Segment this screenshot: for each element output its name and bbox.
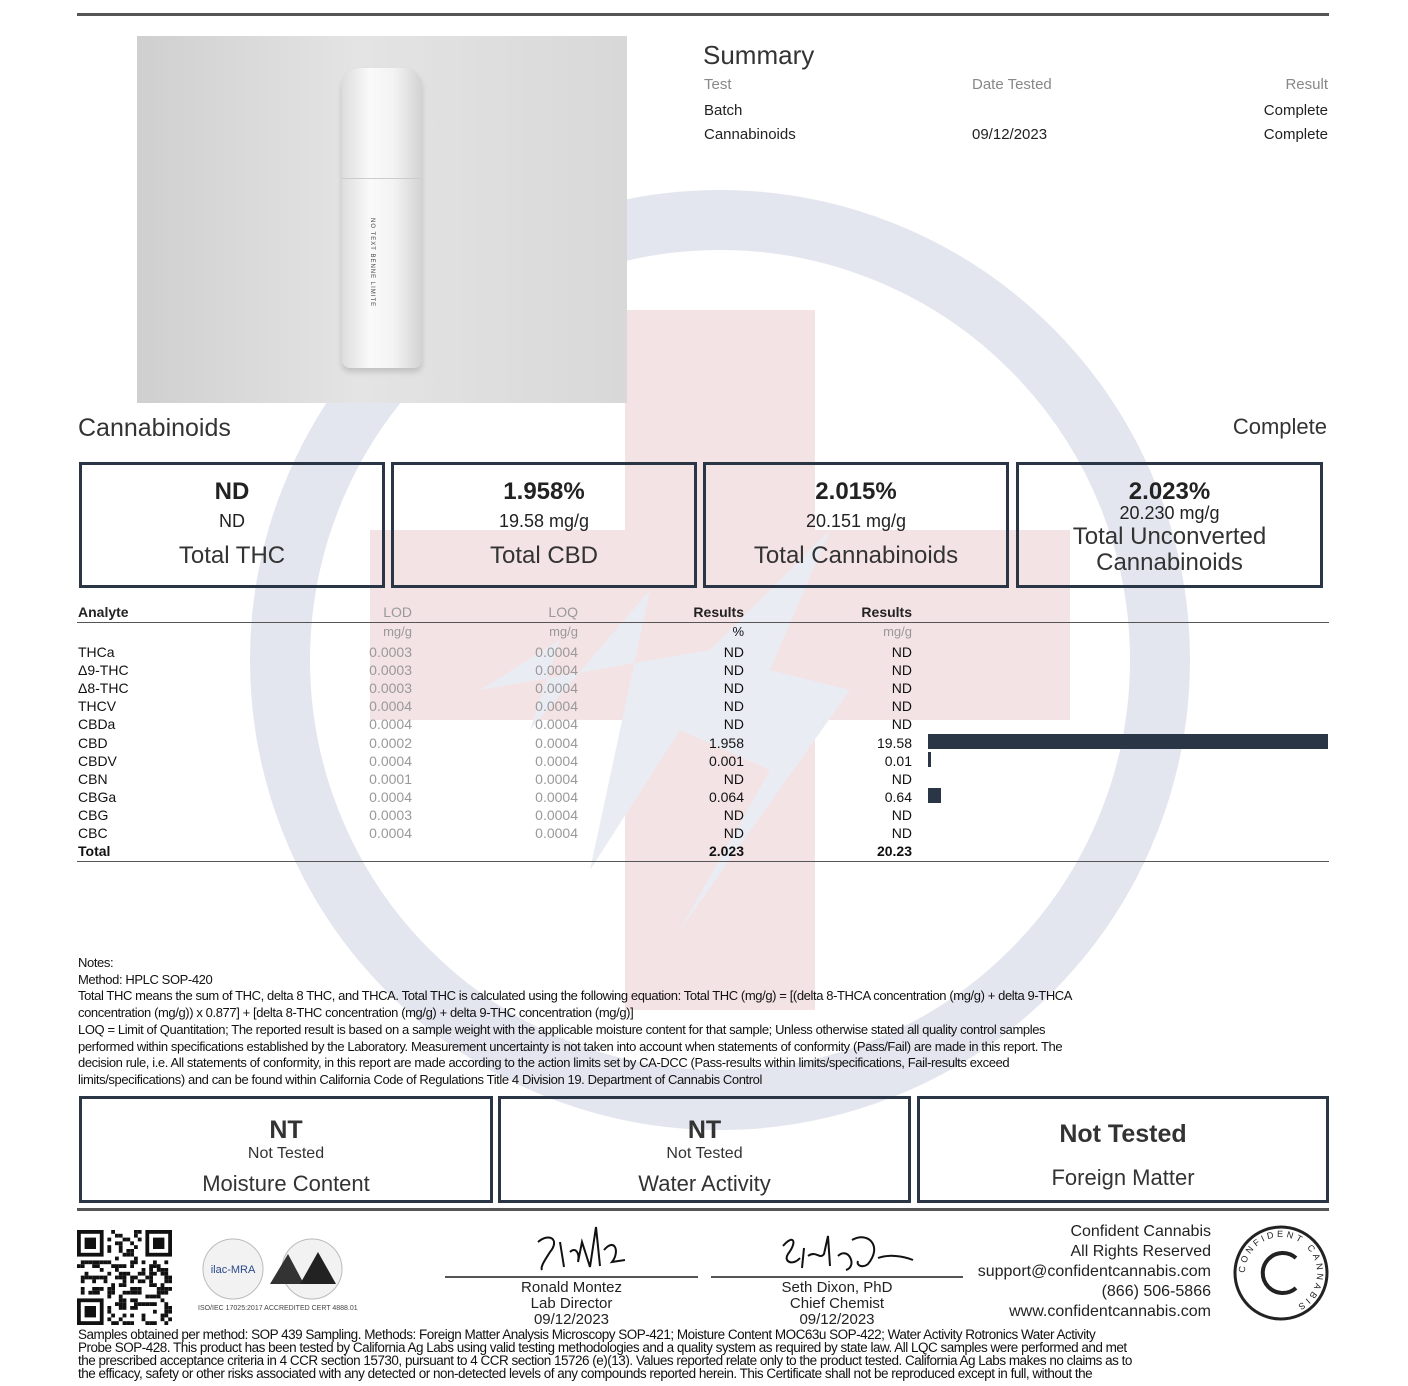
analyte-cell: CBN <box>78 771 108 787</box>
water-activity-box <box>498 1096 911 1203</box>
box-sub: ND <box>219 511 245 531</box>
result-mg-cell: 20.23 <box>876 843 912 859</box>
test-label: Foreign Matter <box>1051 1165 1195 1190</box>
website-link[interactable]: www.confidentcannabis.com <box>1009 1303 1211 1320</box>
unit-results-mg: mg/g <box>883 624 912 639</box>
summary-header-result: Result <box>1285 76 1328 93</box>
notes-line: LOQ = Limit of Quantitation; The reported result is based on a sample weight with the applicable moisture content for that sample; Unless otherwise stated all quality control samples <box>78 1021 1046 1037</box>
contact-block <box>978 1222 1211 1322</box>
notes-line: Total THC means the sum of THC, delta 8 THC, and THCA. Total THC is calculated using the following equation: Total THC (mg/g) = [(delta 8-THCA concentration (mg/g) + delta 9-THCA <box>78 988 1073 1004</box>
box-label: Total Cannabinoids <box>753 542 959 569</box>
result-mg-cell: ND <box>891 698 912 714</box>
box-label: Total Unconverted Cannabinoids <box>1072 523 1267 576</box>
company-name: Confident Cannabis <box>1070 1223 1211 1240</box>
table-row <box>78 734 938 752</box>
result-bar <box>928 788 941 803</box>
result-pct-cell: ND <box>723 771 744 787</box>
svg-text:CONFIDENT CANNABIS <box>1237 1229 1325 1313</box>
cannabinoids-title: Cannabinoids <box>78 414 231 442</box>
summary-row-date: 09/12/2023 <box>972 126 1048 143</box>
analyte-cell: Δ9-THC <box>78 662 129 678</box>
signatory-ronald <box>445 1280 698 1328</box>
result-pct-cell: ND <box>723 807 744 823</box>
test-value: NT <box>687 1116 722 1144</box>
signatory-date: 09/12/2023 <box>533 1311 610 1328</box>
signatory-seth <box>711 1280 963 1328</box>
box-value: ND <box>214 478 250 505</box>
result-pct-cell: ND <box>723 825 744 841</box>
table-row <box>78 752 938 770</box>
analyte-cell: CBG <box>78 807 109 823</box>
lod-cell: 0.0002 <box>369 735 412 751</box>
phone[interactable]: (866) 506-5866 <box>1101 1283 1211 1300</box>
table-row <box>78 697 938 715</box>
loq-cell: 0.0004 <box>535 753 578 769</box>
table-total-row <box>78 842 938 860</box>
analyte-cell: CBDa <box>78 716 116 732</box>
loq-cell: 0.0004 <box>535 789 578 805</box>
footer-top-rule <box>77 1208 1329 1211</box>
summary-header-date: Date Tested <box>972 76 1052 93</box>
test-label: Moisture Content <box>202 1171 370 1196</box>
loq-cell: 0.0004 <box>535 807 578 823</box>
box-value: 2.015% <box>815 478 897 505</box>
analyte-cell: Δ8-THC <box>78 680 129 696</box>
summary-title: Summary <box>703 40 815 70</box>
seal-text: CONFIDENT CANNABIS <box>1236 1228 1326 1314</box>
analyte-cell: THCa <box>78 644 115 660</box>
test-label: Water Activity <box>638 1171 771 1196</box>
signatory-name: Seth Dixon, PhD <box>781 1279 893 1296</box>
table-row <box>78 806 938 824</box>
result-mg-cell: ND <box>891 825 912 841</box>
test-sub: Not Tested <box>247 1145 325 1162</box>
result-pct-cell: 0.064 <box>708 789 744 805</box>
loq-cell: 0.0004 <box>535 680 578 696</box>
box-sub: 20.230 mg/g <box>1119 503 1220 523</box>
loq-cell: 0.0004 <box>535 771 578 787</box>
unit-lod: mg/g <box>383 624 412 639</box>
summary-row-result: Complete <box>1263 102 1328 119</box>
box-sub: 20.151 mg/g <box>805 511 907 531</box>
col-analyte: Analyte <box>78 604 129 620</box>
lod-cell: 0.0004 <box>369 753 412 769</box>
lod-cell: 0.0003 <box>369 644 412 660</box>
signatory-title: Lab Director <box>530 1295 613 1312</box>
result-mg-cell: ND <box>891 771 912 787</box>
accreditation-text: ISO/IEC 17025:2017 ACCREDITED CERT 4888.01 <box>198 1305 358 1312</box>
lod-cell: 0.0003 <box>369 807 412 823</box>
loq-cell: 0.0004 <box>535 644 578 660</box>
result-pct-cell: 2.023 <box>708 843 744 859</box>
result-mg-cell: 19.58 <box>876 735 912 751</box>
result-mg-cell: ND <box>891 662 912 678</box>
notes-line: decision rule, i.e. All statements of conformity, in this report are made according to the action limits set by CA-DCC (Pass-results within limits/specifications, Fail-results exceed <box>78 1055 1010 1071</box>
signature-seth <box>768 1226 918 1276</box>
table-row <box>78 824 938 842</box>
table-row <box>78 661 938 679</box>
table-bottom-rule <box>77 861 1329 862</box>
result-mg-cell: ND <box>891 716 912 732</box>
signatory-title: Chief Chemist <box>789 1295 885 1312</box>
result-mg-cell: ND <box>891 680 912 696</box>
lod-cell: 0.0004 <box>369 698 412 714</box>
lod-cell: 0.0004 <box>369 789 412 805</box>
table-row <box>78 770 938 788</box>
signatory-date: 09/12/2023 <box>799 1311 875 1328</box>
col-lod: LOD <box>383 604 412 620</box>
cannabinoids-status: Complete <box>1232 414 1327 439</box>
test-value: NT <box>269 1116 303 1144</box>
test-value: Not Tested <box>1059 1120 1187 1148</box>
loq-cell: 0.0004 <box>535 698 578 714</box>
total-thc-box <box>79 462 385 588</box>
unit-results-pct: % <box>732 624 744 639</box>
bottle-image <box>342 68 422 368</box>
qr-code[interactable] <box>77 1230 172 1325</box>
loq-cell: 0.0004 <box>535 662 578 678</box>
lod-cell: 0.0003 <box>369 662 412 678</box>
box-sub: 19.58 mg/g <box>498 511 590 531</box>
table-header-rule <box>77 622 1329 623</box>
summary-row-result: Complete <box>1263 126 1328 143</box>
col-results-mg: Results <box>861 604 912 620</box>
result-pct-cell: 0.001 <box>708 753 744 769</box>
analyte-cell: CBD <box>78 735 108 751</box>
analyte-cell: CBGa <box>78 789 117 805</box>
table-row <box>78 715 938 733</box>
notes <box>78 955 1330 1089</box>
result-mg-cell: ND <box>891 807 912 823</box>
notes-line: performed within specifications established by the Laboratory. Measurement uncertainty is not taken into account when statements of conformity (Pass/Fail) are made in this report. The <box>78 1038 1063 1054</box>
result-pct-cell: ND <box>723 662 744 678</box>
loq-cell: 0.0004 <box>535 716 578 732</box>
total-cbd-box <box>391 462 697 588</box>
total-unconverted-box <box>1016 462 1323 588</box>
analyte-cell: CBDV <box>78 753 117 769</box>
notes-line: limits/specifications) and can be found within California Code of Regulations Title 4 Division 19. Department of Cannabis Control <box>78 1071 763 1087</box>
col-loq: LOQ <box>548 604 578 620</box>
unit-loq: mg/g <box>549 624 578 639</box>
analyte-cell: THCV <box>78 698 117 714</box>
signature-line <box>445 1276 698 1278</box>
result-pct-cell: ND <box>723 680 744 696</box>
summary-row-test: Cannabinoids <box>704 126 796 143</box>
lod-cell: 0.0004 <box>369 716 412 732</box>
table-row <box>78 679 938 697</box>
top-rule <box>77 13 1329 16</box>
footer-line: the efficacy, safety or other risks associated with any detected or non-detected levels of any compounds reported herein. This Certificate shall not be reproduced except in full, without the <box>78 1366 1093 1381</box>
result-mg-cell: 0.01 <box>884 753 912 769</box>
accreditation-logos <box>200 1234 365 1304</box>
loq-cell: 0.0004 <box>535 825 578 841</box>
analyte-cell: Total <box>78 843 111 859</box>
signature-line <box>711 1276 963 1278</box>
signature-ronald <box>520 1222 640 1274</box>
col-results-pct: Results <box>693 604 744 620</box>
confident-cannabis-seal <box>1232 1224 1330 1322</box>
result-mg-cell: ND <box>891 644 912 660</box>
rights: All Rights Reserved <box>1070 1243 1211 1260</box>
footer-line: Probe SOP-428. This product has been tested by California Ag Labs using valid testing methodologies and a quality system as required by state law. All LQC samples were performed and met <box>78 1340 1127 1355</box>
analyte-cell: CBC <box>78 825 108 841</box>
moisture-box <box>79 1096 493 1203</box>
footer-line: Samples obtained per method: SOP 439 Sampling. Methods: Foreign Matter Analysis Microscopy SOP-421; Moisture Content MOC63u SOP-422; Water Activity Rotronics Water Activity <box>78 1327 1096 1342</box>
foreign-matter-box <box>917 1096 1329 1203</box>
box-label: Total THC <box>178 542 286 569</box>
summary-header-test: Test <box>704 76 732 93</box>
lod-cell: 0.0001 <box>369 771 412 787</box>
notes-line: Notes: <box>78 955 114 970</box>
footer-disclaimer <box>78 1328 1330 1380</box>
lod-cell: 0.0004 <box>369 825 412 841</box>
signatory-name: Ronald Montez <box>521 1279 622 1296</box>
box-label: Total CBD <box>489 542 599 569</box>
result-pct-cell: ND <box>723 698 744 714</box>
lod-cell: 0.0003 <box>369 680 412 696</box>
result-pct-cell: 1.958 <box>708 735 744 751</box>
notes-line: concentration (mg/g)) x 0.877] + [delta 8-THC concentration (mg/g) + delta 9-THC concentration (mg/g)] <box>78 1005 634 1021</box>
total-cannabinoids-box <box>703 462 1009 588</box>
box-value: 1.958% <box>503 478 585 505</box>
result-bar <box>928 734 1328 749</box>
test-sub: Not Tested <box>666 1145 743 1162</box>
box-value: 2.023% <box>1128 478 1211 505</box>
result-mg-cell: 0.64 <box>884 789 912 805</box>
ilac-logo-text: ilac-MRA <box>210 1264 256 1276</box>
table-row <box>78 643 938 661</box>
result-pct-cell: ND <box>723 716 744 732</box>
loq-cell: 0.0004 <box>535 735 578 751</box>
bottle-label: NO TEXT BENNE LIMITE <box>369 218 375 308</box>
table-row <box>78 788 938 806</box>
result-bar <box>928 752 931 767</box>
product-photo <box>137 36 627 403</box>
summary-row-test: Batch <box>704 102 743 119</box>
footer-line: the prescribed acceptance criteria in 4 CCR section 15730, pursuant to 4 CCR section 15726 (e)(13). Values reported relate only to the product tested. California Ag Labs makes no claims as to <box>78 1353 1132 1368</box>
support-email[interactable]: support@confidentcannabis.com <box>977 1263 1211 1280</box>
result-pct-cell: ND <box>723 644 744 660</box>
notes-line: Method: HPLC SOP-420 <box>78 971 213 987</box>
